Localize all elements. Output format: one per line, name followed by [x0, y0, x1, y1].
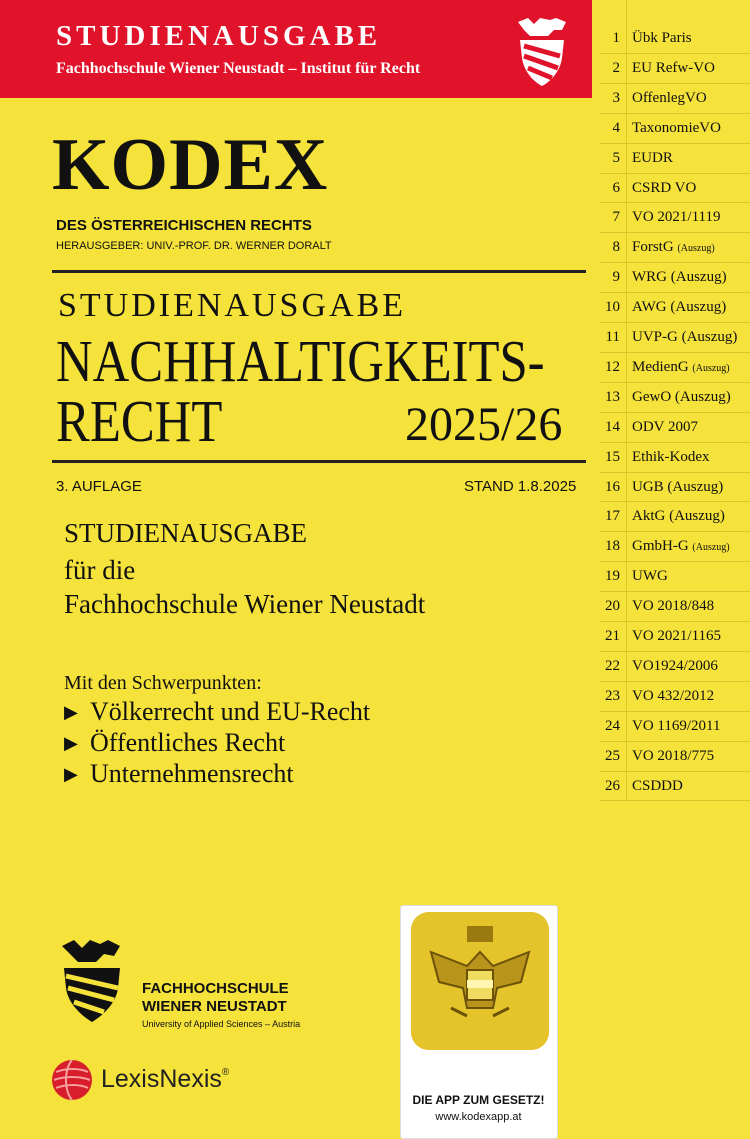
app-url[interactable]: www.kodexapp.at	[435, 1111, 522, 1123]
divider	[52, 270, 586, 273]
register-tab[interactable]	[592, 443, 750, 473]
publisher-name: LexisNexis®	[101, 1065, 230, 1093]
shield-crest-icon	[56, 940, 128, 1022]
institution-name-line2: WIENER NEUSTADT	[142, 998, 287, 1015]
tab-label: VO1924/2006	[632, 657, 718, 674]
tab-number: 13	[605, 388, 620, 405]
tab-number: 22	[605, 657, 620, 674]
tab-label: TaxonomieVO	[632, 119, 721, 136]
tab-number: 21	[605, 628, 620, 644]
tab-number: 15	[605, 448, 620, 465]
tab-label: EUDR	[632, 149, 673, 166]
register-tab[interactable]	[592, 532, 750, 562]
header-subtitle: Fachhochschule Wiener Neustadt – Institut für Recht	[56, 60, 421, 77]
register-tab[interactable]	[592, 233, 750, 263]
eagle-crest-icon	[411, 912, 549, 1050]
app-icon	[411, 912, 549, 1050]
focus-item: ▶ Völkerrecht und EU-Recht	[64, 697, 371, 726]
register-tab[interactable]	[592, 592, 750, 622]
tab-number: 20	[605, 598, 620, 615]
tab-number: 12	[605, 358, 620, 375]
stand-label: STAND 1.8.2025	[464, 478, 577, 495]
focus-label: Mit den Schwerpunkten:	[64, 672, 262, 694]
tab-number: 1	[612, 30, 620, 46]
register-tab[interactable]	[592, 413, 750, 443]
tab-number: 9	[612, 269, 620, 286]
register-tab[interactable]	[592, 772, 750, 802]
edition-label: 3. AUFLAGE	[56, 478, 142, 495]
tab-label: GewO (Auszug)	[632, 388, 731, 405]
register-tab[interactable]	[592, 353, 750, 383]
register-tab[interactable]	[592, 323, 750, 353]
institution-name-line1: FACHHOCHSCHULE	[142, 980, 289, 997]
register-tab[interactable]	[592, 682, 750, 712]
focus-item: ▶ Öffentliches Recht	[64, 728, 286, 757]
tab-number: 4	[612, 119, 620, 136]
register-tab[interactable]	[592, 114, 750, 144]
register-tab[interactable]	[592, 383, 750, 413]
register-tab[interactable]	[592, 622, 750, 652]
tab-label: ODV 2007	[632, 418, 698, 435]
tab-number: 10	[605, 299, 620, 316]
institution-name-line3: University of Applied Sciences – Austria	[142, 1019, 301, 1029]
tab-number: 26	[605, 777, 620, 794]
tab-label: AktG (Auszug)	[632, 508, 725, 525]
tab-label: GmbH-G (Auszug)	[632, 538, 730, 555]
series-label: STUDIENAUSGABE	[58, 287, 406, 324]
register-tab[interactable]	[592, 263, 750, 293]
register-tab[interactable]	[592, 84, 750, 114]
tab-label: OffenlegVO	[632, 89, 707, 106]
tab-label: Übk Paris	[632, 30, 692, 46]
register-tab[interactable]	[592, 562, 750, 592]
tab-label: VO 2021/1165	[632, 628, 722, 644]
tab-label: UWG	[632, 568, 668, 585]
tab-number: 19	[605, 568, 620, 585]
tab-label: WRG (Auszug)	[632, 269, 727, 286]
app-slogan: DIE APP ZUM GESETZ!	[412, 1093, 545, 1107]
tab-number: 8	[612, 239, 620, 256]
shield-crest-icon	[510, 16, 574, 88]
description-line2: für die	[64, 555, 136, 585]
tab-label: MedienG (Auszug)	[632, 358, 730, 375]
tab-label: CSRD VO	[632, 179, 697, 196]
register-tab[interactable]	[592, 742, 750, 772]
divider	[52, 460, 586, 463]
tab-number: 25	[605, 747, 620, 764]
tab-number: 11	[605, 329, 620, 345]
triangle-bullet-icon: ▶	[64, 764, 78, 784]
tab-label: VO 432/2012	[632, 687, 715, 704]
book-title-line1: NACHHALTIGKEITS-	[56, 328, 545, 394]
register-tab[interactable]	[592, 293, 750, 323]
tab-label: VO 1169/2011	[632, 717, 721, 734]
tab-number: 3	[612, 89, 620, 106]
register-tab[interactable]	[592, 174, 750, 204]
kodex-title: KODEX	[52, 124, 329, 206]
tab-number: 16	[605, 478, 620, 495]
tab-label: VO 2018/848	[632, 598, 715, 615]
tab-number: 14	[605, 418, 620, 435]
tab-number: 2	[612, 59, 620, 76]
tab-label: AWG (Auszug)	[632, 299, 727, 316]
tab-label: UVP-G (Auszug)	[632, 329, 738, 345]
register-tab[interactable]	[592, 712, 750, 742]
register-tab[interactable]	[592, 502, 750, 532]
focus-item: ▶ Unternehmensrecht	[64, 759, 294, 788]
header-label: STUDIENAUSGABE	[56, 20, 382, 52]
register-tab[interactable]	[592, 203, 750, 233]
register-tab[interactable]	[592, 54, 750, 84]
tab-label: UGB (Auszug)	[632, 478, 724, 495]
tab-label: EU Refw-VO	[632, 59, 715, 76]
register-tab[interactable]	[592, 144, 750, 174]
tab-number: 17	[605, 508, 620, 525]
book-title-line2: RECHT	[56, 388, 223, 454]
tab-label: VO 2021/1119	[632, 209, 721, 226]
tab-label: Ethik-Kodex	[632, 448, 710, 465]
tab-number: 7	[612, 209, 620, 226]
tab-number: 24	[605, 717, 620, 734]
register-tab[interactable]	[592, 652, 750, 682]
lexisnexis-sphere-icon	[50, 1058, 94, 1102]
description-line1: STUDIENAUSGABE	[64, 518, 307, 548]
tab-number: 23	[605, 687, 620, 704]
description-line3: Fachhochschule Wiener Neustadt	[64, 589, 426, 619]
triangle-bullet-icon: ▶	[64, 702, 78, 722]
tab-label: ForstG (Auszug)	[632, 239, 715, 256]
tab-number: 6	[612, 179, 620, 196]
kodex-editor: HERAUSGEBER: UNIV.-PROF. DR. WERNER DORALT	[56, 240, 332, 252]
register-tab[interactable]	[592, 24, 750, 54]
book-year: 2025/26	[405, 398, 563, 451]
tab-label: VO 2018/775	[632, 747, 715, 764]
tab-number: 18	[605, 538, 620, 555]
kodex-subtitle: DES ÖSTERREICHISCHEN RECHTS	[56, 217, 312, 234]
tab-label: CSDDD	[632, 777, 683, 794]
triangle-bullet-icon: ▶	[64, 733, 78, 753]
register-tab[interactable]	[592, 473, 750, 503]
tab-number: 5	[612, 149, 620, 166]
